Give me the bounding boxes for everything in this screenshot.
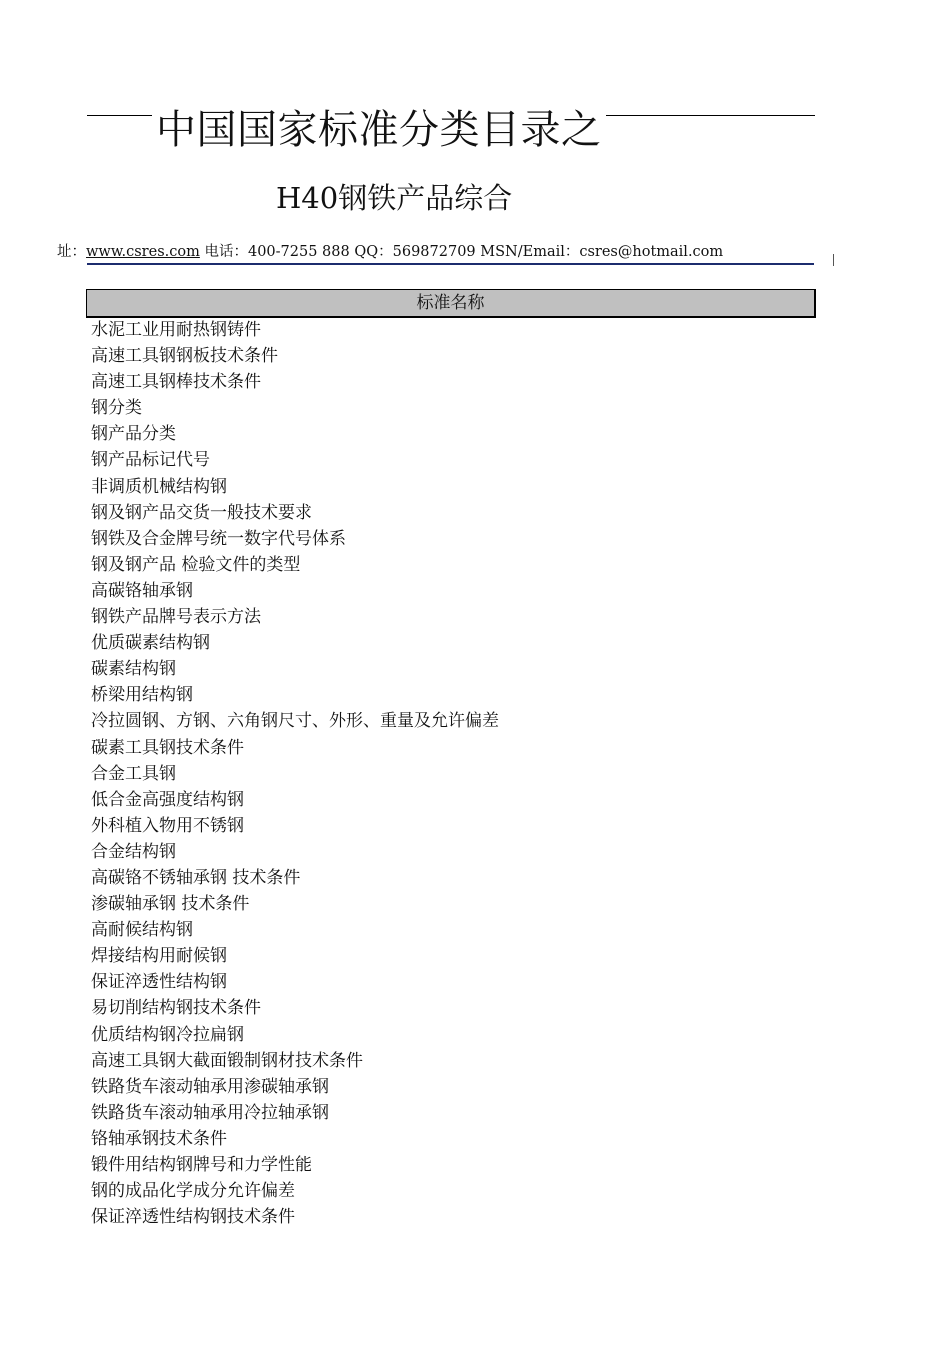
list-item: 渗碳轴承钢 技术条件 [91, 894, 250, 915]
list-item: 高速工具钢大截面锻制钢材技术条件 [91, 1050, 363, 1071]
list-item: 锻件用结构钢牌号和力学性能 [91, 1155, 312, 1175]
list-item: 高速工具钢钢板技术条件 [91, 346, 278, 367]
list-item: 冷拉圆钢、方钢、六角钢尺寸、外形、重量及允许偏差 [91, 711, 499, 732]
list-item: 非调质机械结构钢 [91, 476, 227, 497]
list-item: 碳素工具钢技术条件 [91, 737, 244, 758]
list-item: 保证淬透性结构钢技术条件 [91, 1207, 295, 1228]
list-item: 桥梁用结构钢 [91, 685, 193, 706]
list-item: 钢铁产品牌号表示方法 [91, 607, 261, 628]
standards-list [91, 317, 499, 1230]
page-subtitle: H40钢铁产品综合 [276, 181, 513, 215]
list-item: 优质结构钢冷拉扁钢 [91, 1024, 244, 1045]
list-item: 高耐候结构钢 [91, 920, 193, 941]
contact-rule [87, 263, 814, 265]
list-item: 碳素结构钢 [91, 659, 176, 680]
list-item: 保证淬透性结构钢 [91, 972, 227, 993]
list-item: 低合金高强度结构钢 [91, 789, 244, 810]
list-item: 钢产品分类 [91, 424, 176, 445]
list-item: 铬轴承钢技术条件 [91, 1128, 227, 1149]
list-item: 钢及钢产品 检验文件的类型 [91, 554, 301, 575]
contact-line [57, 240, 723, 264]
list-item: 钢分类 [91, 398, 142, 419]
list-item: 铁路货车滚动轴承用渗碳轴承钢 [91, 1076, 329, 1097]
contact-details: 电话：400-7255 888 QQ：569872709 MSN/Email：csres@hotmail.com [199, 244, 724, 260]
page-title: 中国国家标准分类目录之 [152, 104, 606, 156]
list-item: 铁路货车滚动轴承用冷拉轴承钢 [91, 1102, 329, 1123]
list-item: 合金结构钢 [91, 841, 176, 862]
column-header-standard-name: 标准名称 [86, 289, 816, 318]
list-item: 合金工具钢 [91, 763, 176, 784]
list-item: 水泥工业用耐热钢铸件 [91, 320, 261, 340]
list-item: 高速工具钢棒技术条件 [91, 372, 261, 393]
list-item: 高碳铬轴承钢 [91, 580, 193, 601]
list-item: 外科植入物用不锈钢 [91, 815, 244, 836]
list-item: 高碳铬不锈轴承钢 技术条件 [91, 867, 301, 888]
cell-edge-mark [833, 254, 834, 266]
list-item: 易切削结构钢技术条件 [91, 998, 261, 1019]
website-link[interactable]: www.csres.com [86, 244, 200, 260]
list-item: 焊接结构用耐候钢 [91, 946, 227, 967]
list-item: 优质碳素结构钢 [91, 633, 210, 654]
contact-prefix: 址： [57, 244, 86, 260]
list-item: 钢的成品化学成分允许偏差 [91, 1181, 295, 1202]
list-item: 钢产品标记代号 [91, 450, 210, 471]
list-item: 钢及钢产品交货一般技术要求 [91, 502, 312, 523]
list-item: 钢铁及合金牌号统一数字代号体系 [91, 528, 346, 549]
